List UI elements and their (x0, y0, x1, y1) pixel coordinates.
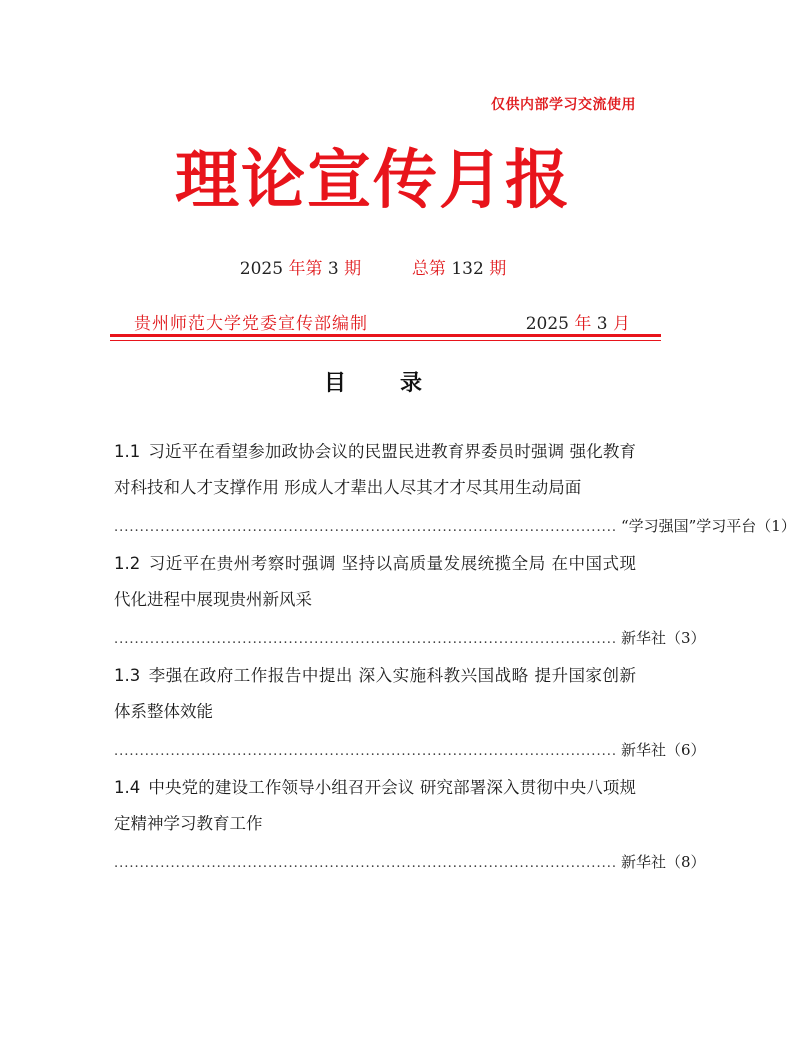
toc-entry[interactable] (114, 434, 796, 546)
editor-date (526, 309, 630, 334)
toc-entry-number: 1.4 (114, 778, 141, 797)
toc-entry-number: 1.3 (114, 666, 141, 685)
editor-org: 贵州师范大学党委宣传部编制 (134, 314, 368, 334)
toc-entry-title (114, 658, 636, 730)
toc-entry-source-line (114, 730, 706, 770)
toc-entry[interactable] (114, 770, 706, 882)
toc-title: 目录 (323, 370, 476, 396)
toc-entry-title (114, 546, 636, 618)
issue-qi: 期 (344, 259, 362, 279)
editor-date-year-char: 年 (574, 314, 592, 334)
header-rule-thick (110, 334, 661, 337)
toc-entry-source: 新华社（8） (620, 853, 706, 871)
toc-entry-source: 新华社（3） (620, 629, 706, 647)
toc-leader-dots: .................................................................................................. (114, 632, 617, 647)
issue-line (0, 254, 746, 279)
toc-leader-dots: .................................................................................................. (114, 744, 617, 759)
editor-date-month: 3 (596, 314, 608, 334)
toc-entry-text: 习近平在贵州考察时强调 坚持以高质量发展统揽全局 在中国式现代化进程中展现贵州新风采 (114, 554, 636, 609)
toc-entry-source-line (114, 506, 796, 546)
toc-entry-text: 中央党的建设工作领导小组召开会议 研究部署深入贯彻中央八项规定精神学习教育工作 (114, 778, 636, 833)
toc-leader-dots: .................................................................................................. (114, 520, 617, 535)
toc-entry-source: 新华社（6） (620, 741, 706, 759)
toc-entry-source: “学习强国”学习平台（1） (620, 517, 796, 535)
toc-entry-title (114, 770, 636, 842)
issue-di: 第 (305, 259, 323, 279)
toc-entry-text: 李强在政府工作报告中提出 深入实施科教兴国战略 提升国家创新体系整体效能 (114, 666, 636, 721)
issue-number: 3 (327, 259, 339, 279)
toc-entry[interactable] (114, 546, 706, 658)
table-of-contents (114, 434, 796, 882)
toc-entry-source-line (114, 618, 706, 658)
toc-leader-dots: .................................................................................................. (114, 856, 617, 871)
editor-date-year: 2025 (525, 314, 569, 334)
toc-entry-source-line (114, 842, 706, 882)
toc-entry-title (114, 434, 636, 506)
toc-entry-number: 1.1 (114, 442, 141, 461)
toc-entry-text: 习近平在看望参加政协会议的民盟民进教育界委员时强调 强化教育对科技和人才支撑作用 形成人才辈出人尽其才才尽其用生动局面 (114, 442, 636, 497)
total-number: 132 (451, 259, 484, 279)
masthead-title: 理论宣传月报 (175, 143, 571, 218)
editor-date-month-char: 月 (613, 314, 630, 334)
header-rule-thin (110, 340, 661, 341)
issue-year: 2025 (239, 259, 284, 279)
internal-use-notice: 仅供内部学习交流使用 (491, 97, 636, 113)
toc-entry[interactable] (114, 658, 706, 770)
issue-year-char: 年 (288, 259, 306, 279)
total-label: 总第 (411, 259, 446, 279)
total-qi: 期 (489, 259, 507, 279)
editor-line (134, 309, 630, 334)
toc-entry-number: 1.2 (114, 554, 141, 573)
